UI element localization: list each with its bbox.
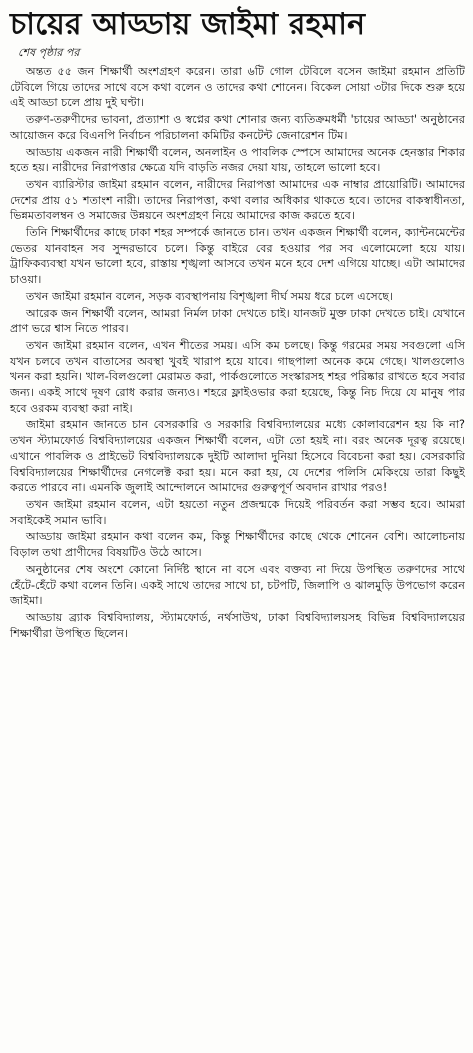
paragraph: তরুণ-তরুণীদের ভাবনা, প্রত্যাশা ও স্বপ্নের কথা শোনার জন্য ব্যতিক্রমধর্মী 'চায়ের আড্ডা' অনুষ্ঠানের আয়োজন করে বিএনপি নির্বাচন পরিচালনা কমিটির কনটেন্ট জেনারেশন টিম।: [10, 113, 465, 142]
headline: চায়ের আড্ডায় জাইমা রহমান: [10, 7, 366, 42]
paragraph: আরেক জন শিক্ষার্থী বলেন, আমরা নির্মল ঢাকা দেখতে চাই। যানজট মুক্ত ঢাকা দেখতে চাই। যেখানে প্রাণ ভরে শ্বাস নিতে পারব।: [10, 306, 465, 336]
paragraph: তখন জাইমা রহমান বলেন, সড়ক ব্যবস্থাপনায় বিশৃঙ্খলা দীর্ঘ সময় ধরে চলে এসেছে।: [26, 289, 393, 303]
paragraph: জাইমা রহমান জানতে চান বেসরকারি ও সরকারি বিশ্ববিদ্যালয়ের মধ্যে কোলাবরেশন হয় কি না? তখন স্ট্যামফোর্ড বিশ্ববিদ্যালয়ের একজন শিক্ষার্থী বলেন, এটা তো হয়ই না। বরং অনেক দূরত্ব রয়েছে। এখানে পাবলিক ও প্রাইভেট বিশ্ববিদ্যালয়কে দুইটি আলাদা দুনিয়া হিসেবে বিবেচনা করা হয়। বেসরকারি বিশ্ববিদ্যালয়ের শিক্ষার্থীদের নেগলেক্ট করা হয়। মনে করা হয়, যে দেশের পলিসি মেকিংয়ে তারা কিছুই করতে পারবে না। এমনকি জুলাই আন্দোলনে আমাদের গুরুত্বপূর্ণ অবদান রাখার পরও!: [10, 418, 465, 495]
paragraph: অনুষ্ঠানের শেষ অংশে কোনো নির্দিষ্ট স্থানে না বসে এবং বক্তব্য না দিয়ে উপস্থিত তরুণদের সাথে হেঁটে-হেঁটে কথা বলেন তিনি। একই সাথে তাদের সাথে চা, চটপটি, জিলাপি ও ঝালমুড়ি উপভোগ করেন জাইমা।: [10, 562, 465, 608]
paragraph: তখন জাইমা রহমান বলেন, এখন শীতের সময়। এসি কম চলছে। কিন্তু গরমের সময় সবগুলো এসি যখন চলবে তখন বাতাসের অবস্থা খুবই খারাপ হয়ে যাবে। গাছপালা অনেক কমে গেছে। খালগুলোও খনন করা হয়নি। খাল-বিলগুলো মেরামত করা, পার্কগুলোতে সংস্কারসহ শহর পরিষ্কার রাখতে হবে সবার জন্য। একই সাথে দূষণ রোধ করার জন্যও। শহরে ফ্লাইওভার করা হয়েছে, কিন্তু নিচ দিয়ে যে মানুষ পার হবে ওরকম ব্যবস্থা করা নাই।: [10, 338, 465, 415]
article-body: [10, 64, 465, 641]
continued-from-label: শেষ পৃষ্ঠার পর: [18, 46, 80, 59]
paragraph: অন্তত ৫৫ জন শিক্ষার্থী অংশগ্রহণ করেন। তারা ৬টি গোল টেবিলে বসেন জাইমা রহমান প্রতিটি টেবিলে গিয়ে তাদের সাথে বসে কথা বলেন ও তাদের কথা শোনেন। বিকেল সোয়া ৩টার দিকে শুরু হয়ে এই আড্ডা চলে প্রায় দুই ঘণ্টা।: [10, 65, 465, 110]
paragraph: আড্ডায় জাইমা রহমান কথা বলেন কম, কিন্তু শিক্ষার্থীদের কাছে থেকে শোনেন বেশি। আলোচনায় বিড়াল তথা প্রাণীদের বিষয়টিও উঠে আসে।: [10, 530, 465, 560]
paragraph: তখন ব্যারিস্টার জাইমা রহমান বলেন, নারীদের নিরাপত্তা আমাদের এক নাম্বার প্রায়োরিটি। আমাদের দেশের প্রায় ৫১ শতাংশ নারী। তাদের নিরাপত্তা, কথা বলার অধিকার থাকতে হবে। তাদের বাকস্বাধীনতা, ভিন্নমতাবলম্বন ও সমাজের উন্নয়নে অংশগ্রহণ নিয়ে আমাদের কাজ করতে হবে।: [10, 177, 465, 223]
paragraph: আড্ডায় ব্র্যাক বিশ্ববিদ্যালয়, স্ট্যামফোর্ড, নর্থসাউথ, ঢাকা বিশ্ববিদ্যালয়সহ বিভিন্ন বিশ্ববিদ্যালয়ের শিক্ষার্থীরা উপস্থিত ছিলেন।: [10, 610, 465, 640]
paragraph: তিনি শিক্ষার্থীদের কাছে ঢাকা শহর সম্পর্কে জানতে চান। তখন একজন শিক্ষার্থী বলেন, ক্যান্টনমেন্টের ভেতর যানবাহন সব সুন্দরভাবে চলে। কিন্তু বাইরে বের হওয়ার পর সব এলোমেলো হয়ে যায়। ট্রাফিকব্যবস্থা যখন ভালো হবে, রাস্তায় শৃঙ্খলা আসবে তখন মনে হবে দেশ এগিয়ে যাচ্ছে। এটা আমাদের চাওয়া।: [10, 226, 465, 287]
paragraph: তখন জাইমা রহমান বলেন, এটা হয়তো নতুন প্রজন্মকে দিয়েই পরিবর্তন করা সম্ভব হবে। আমরা সবাইকেই সমান ভাবি।: [10, 497, 465, 527]
paragraph: আড্ডায় একজন নারী শিক্ষার্থী বলেন, অনলাইন ও পাবলিক স্পেসে আমাদের অনেক হেনস্তার শিকার হতে হয়। নারীদের নিরাপত্তার ক্ষেত্রে যদি বাড়তি নজর দেয়া যায়, তাহলে ভালো হবে।: [10, 145, 466, 175]
